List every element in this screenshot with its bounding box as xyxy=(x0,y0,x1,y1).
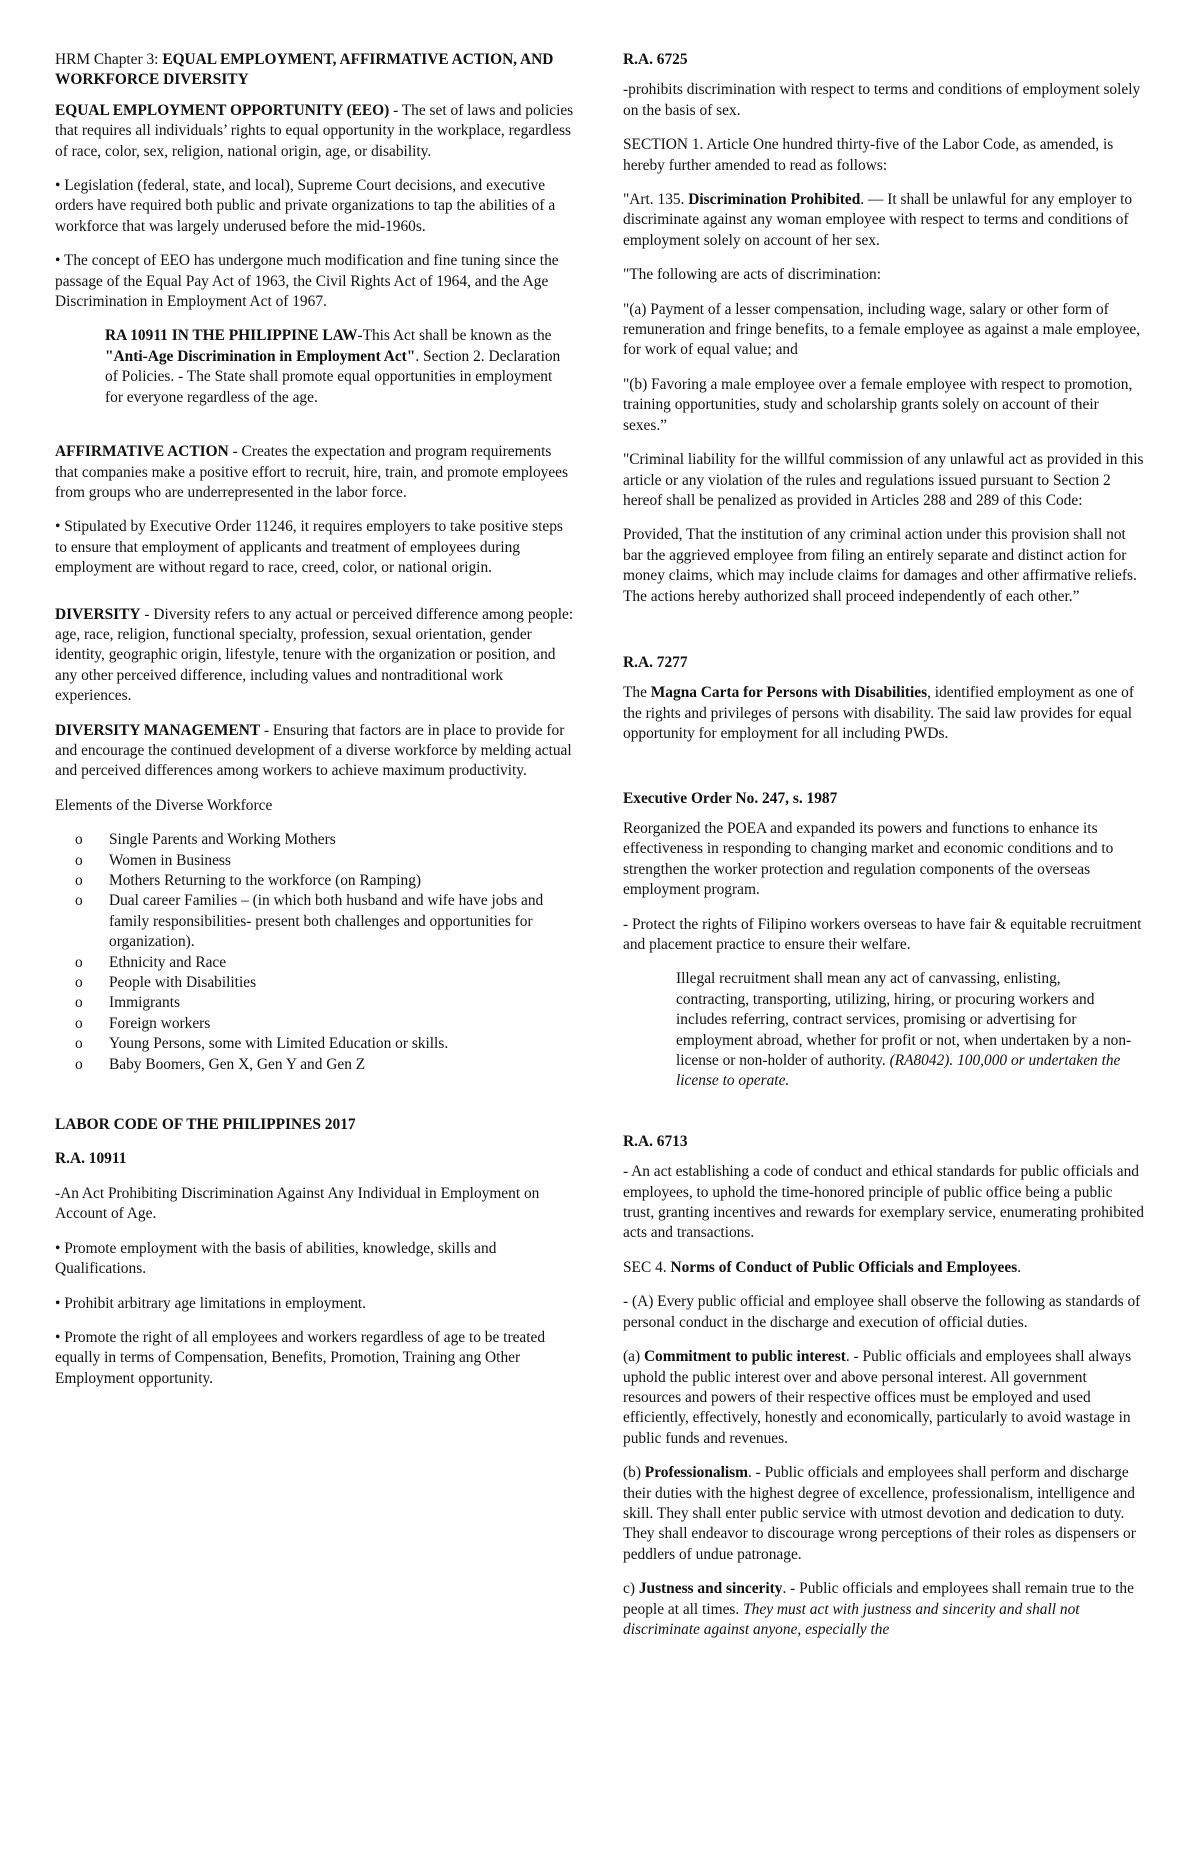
list-marker: o xyxy=(75,974,83,992)
diversity-management-definition xyxy=(55,721,575,782)
list-marker: o xyxy=(75,1035,83,1053)
left-column xyxy=(55,50,575,1403)
list-marker: o xyxy=(75,1055,83,1073)
ra6713-description: - An act establishing a code of conduct and ethical standards for public officials and employees, to uphold the time-honored principle of public office being a public trust, granting incentives and rewards for exemplary service, enumerating prohibited acts and transactions. xyxy=(623,1163,1144,1242)
dm-def-text: - Ensuring that factors are in place to provide for and encourage the continued development of a diverse workforce by melding actual and perceived differences among workers to achieve maximum productivity. xyxy=(55,721,572,780)
list-item: o People with Disabilities xyxy=(55,973,575,993)
ra-law-text-1: -This Act shall be known as the xyxy=(357,327,552,345)
ra6725-description: -prohibits discrimination with respect to terms and conditions of employment solely on the basis of sex. xyxy=(623,81,1141,119)
ra-act-name: "Anti-Age Discrimination in Employment Act" xyxy=(105,347,416,365)
ra10911-heading: R.A. 10911 xyxy=(55,1150,127,1168)
list-item: o Immigrants xyxy=(55,993,575,1013)
list-marker: o xyxy=(75,872,83,889)
sec4-a: - (A) Every public official and employee shall observe the following as standards of personal conduct in the discharge and execution of official duties. xyxy=(623,1293,1141,1331)
ra7277-description: The Magna Carta for Persons with Disabilities, identified employment as one of the rights and privileges of persons with disability. The said law provides for equal opportunity for employment for all including PWDs. xyxy=(623,684,1134,743)
ra10911-bullet-1: • Promote employment with the basis of abilities, knowledge, skills and Qualifications. xyxy=(55,1239,497,1278)
criminal-liability: "Criminal liability for the willful commission of any unlawful act as provided in this article or any violation of the rules and regulations issued pursuant to Section 2 hereof shall be penalized as provided in Articles 288 and 289 of this Code: xyxy=(623,451,1144,509)
list-marker: o xyxy=(75,851,83,869)
ra10911-description: -An Act Prohibiting Discrimination Against Any Individual in Employment on Account of Age. xyxy=(55,1184,540,1223)
act-b: "(b) Favoring a male employee over a female employee with respect to promotion, training opportunities, study and scholarship grants solely on account of their sexes.” xyxy=(623,375,1133,434)
ra-law-term: RA 10911 IN THE PHILIPPINE LAW xyxy=(105,327,358,345)
eeo-bullet-1: • Legislation (federal, state, and local), Supreme Court decisions, and executive orders have required both public and private organizations to tap the abilities of a workforce that was largely underused before the mid-1960s. xyxy=(55,177,556,235)
list-item: o Baby Boomers, Gen X, Gen Y and Gen Z xyxy=(55,1055,575,1075)
article-135: "Art. 135. Discrimination Prohibited. — It shall be unlawful for any employer to discriminate against any woman employee with respect to terms and conditions of employment solely on account of her sex. xyxy=(623,191,1133,249)
discrimination-prohibited-label: Discrimination Prohibited xyxy=(688,191,861,209)
eo247-heading: Executive Order No. 247, s. 1987 xyxy=(623,789,838,807)
labor-code-heading: LABOR CODE OF THE PHILIPPINES 2017 xyxy=(55,1116,356,1134)
list-marker: o xyxy=(75,831,83,849)
eeo-bullet-2: • The concept of EEO has undergone much modification and fine tuning since the passage of the Equal Pay Act of 1963, the Civil Rights Act of 1964, and the Age Discrimination in Employment Act of 1967. xyxy=(55,252,559,311)
provided-clause: Provided, That the institution of any criminal action under this provision shall not bar the aggrieved employee from filing an entirely separate and distinct action for money claims, which may include claims for damages and other affirmative reliefs. The actions hereby authorized shall proceed independently of each other.” xyxy=(623,526,1137,605)
ra6725-heading: R.A. 6725 xyxy=(623,51,688,68)
ra7277-heading: R.A. 7277 xyxy=(623,653,688,671)
list-item: o Mothers Returning to the workforce (on Ramping) xyxy=(55,871,575,891)
professionalism: (b) Professionalism. - Public officials and employees shall perform and discharge their duties with the highest degree of excellence, professionalism, intelligence and skill. They shall enter public service with utmost devotion and dedication to duty. They shall endeavor to discourage wrong perceptions of their roles as dispensers or peddlers of undue patronage. xyxy=(623,1464,1136,1563)
justness-sincerity: c) Justness and sincerity. - Public officials and employees shall remain true to the people at all times. They must act with justness and sincerity and shall not discriminate against anyone, especially the xyxy=(623,1580,1134,1638)
list-marker: o xyxy=(75,892,83,910)
ra6713-heading: R.A. 6713 xyxy=(623,1132,688,1150)
eeo-def-text: - The set of laws and policies that requires all individuals’ rights to equal opportunity in the workplace, regardless of race, color, sex, religion, national origin, age, or disability. xyxy=(55,101,574,160)
list-item: o Foreign workers xyxy=(55,1014,575,1034)
dm-term: DIVERSITY MANAGEMENT xyxy=(55,721,261,739)
list-marker: o xyxy=(75,1014,83,1032)
list-marker: o xyxy=(75,994,83,1012)
list-item: o Young Persons, some with Limited Education or skills. xyxy=(55,1034,575,1054)
aa-term: AFFIRMATIVE ACTION xyxy=(55,443,229,461)
diversity-def-text: - Diversity refers to any actual or perceived difference among people: age, race, religion, functional specialty, profession, sexual orientation, gender identity, geographic origin, lifestyle, tenure with the organization or position, and any other perceived difference, including values and nontraditional work experiences. xyxy=(55,605,574,705)
commitment-public-interest: (a) Commitment to public interest. - Public officials and employees shall always uphold the public interest over and above personal interest. All government resources and powers of their respective offices must be employed and used efficiently, effectively, honestly and economically, particularly to avoid wastage in public funds and revenues. xyxy=(623,1348,1132,1447)
ra8042-note: (RA8042). 100,000 or undertaken the license to operate. xyxy=(676,1052,1121,1090)
eeo-definition xyxy=(55,101,575,162)
list-item: o Single Parents and Working Mothers xyxy=(55,830,575,850)
diversity-term: DIVERSITY xyxy=(55,605,141,623)
elements-list xyxy=(55,830,575,1075)
ra-law-text-2: . Section 2. Declaration of Policies. - The State shall promote equal opportunities in employment for everyone regardless of the age. xyxy=(105,347,561,406)
list-item: o Dual career Families – (in which both husband and wife have jobs and family responsibilities- present both challenges and opportunities for organization). xyxy=(75,892,544,951)
eo247-description: Reorganized the POEA and expanded its powers and functions to enhance its effectiveness in responding to changing market and economic conditions and to strengthen the worker protection and regulation components of the overseas employment program. xyxy=(623,819,1114,899)
chapter-label: HRM Chapter 3: xyxy=(55,51,163,68)
chapter-title xyxy=(55,50,575,91)
list-item: o Women in Business xyxy=(55,851,575,871)
chapter-title-text: EQUAL EMPLOYMENT, AFFIRMATIVE ACTION, AND WORKFORCE DIVERSITY xyxy=(55,51,554,89)
norms-of-conduct-label: Norms of Conduct of Public Officials and Employees xyxy=(670,1258,1018,1276)
section-1: SECTION 1. Article One hundred thirty-five of the Labor Code, as amended, is hereby further amended to read as follows: xyxy=(623,136,1114,174)
affirmative-action-definition xyxy=(55,442,575,503)
act-a: "(a) Payment of a lesser compensation, including wage, salary or other form of remuneration and fringe benefits, to a female employee as against a male employee, for work of equal value; and xyxy=(623,300,1141,359)
list-marker: o xyxy=(75,953,83,971)
acts-intro: "The following are acts of discrimination: xyxy=(623,266,882,284)
list-item: o Ethnicity and Race xyxy=(55,953,575,973)
ra10911-bullet-3: • Promote the right of all employees and workers regardless of age to be treated equally in terms of Compensation, Benefits, Promotion, Training ang Other Employment opportunity. xyxy=(55,1328,546,1387)
ra10911-bullet-2: • Prohibit arbitrary age limitations in employment. xyxy=(55,1294,367,1312)
diversity-definition xyxy=(55,605,575,707)
right-column xyxy=(623,50,1145,1654)
aa-bullet: • Stipulated by Executive Order 11246, it requires employers to take positive steps to ensure that employment of applicants and treatment of employees during employment are without regard to race, creed, color, or national origin. xyxy=(55,518,563,577)
magna-carta-label: Magna Carta for Persons with Disabilities xyxy=(650,684,928,702)
elements-heading: Elements of the Diverse Workforce xyxy=(55,796,273,814)
eo247-protect: - Protect the rights of Filipino workers overseas to have fair & equitable recruitment and placement practice to ensure their welfare. xyxy=(623,915,1142,953)
ra10911-law-note xyxy=(105,326,567,408)
eeo-term: EQUAL EMPLOYMENT OPPORTUNITY (EEO) xyxy=(55,101,390,119)
aa-def-text: - Creates the expectation and program requirements that companies make a positive effort to recruit, hire, train, and promote employees from groups who are underrepresented in the labor force. xyxy=(55,443,568,501)
sec4-heading: SEC 4. Norms of Conduct of Public Officials and Employees. xyxy=(623,1258,1022,1276)
illegal-recruitment: Illegal recruitment shall mean any act of canvassing, enlisting, contracting, transporting, utilizing, hiring, or procuring workers and includes referring, contract services, promising or advertising for employment abroad, whether for profit or not, when undertaken by a non-license or non-holder of authority. (RA8042). 100,000 or undertaken the license to operate. xyxy=(676,970,1132,1090)
